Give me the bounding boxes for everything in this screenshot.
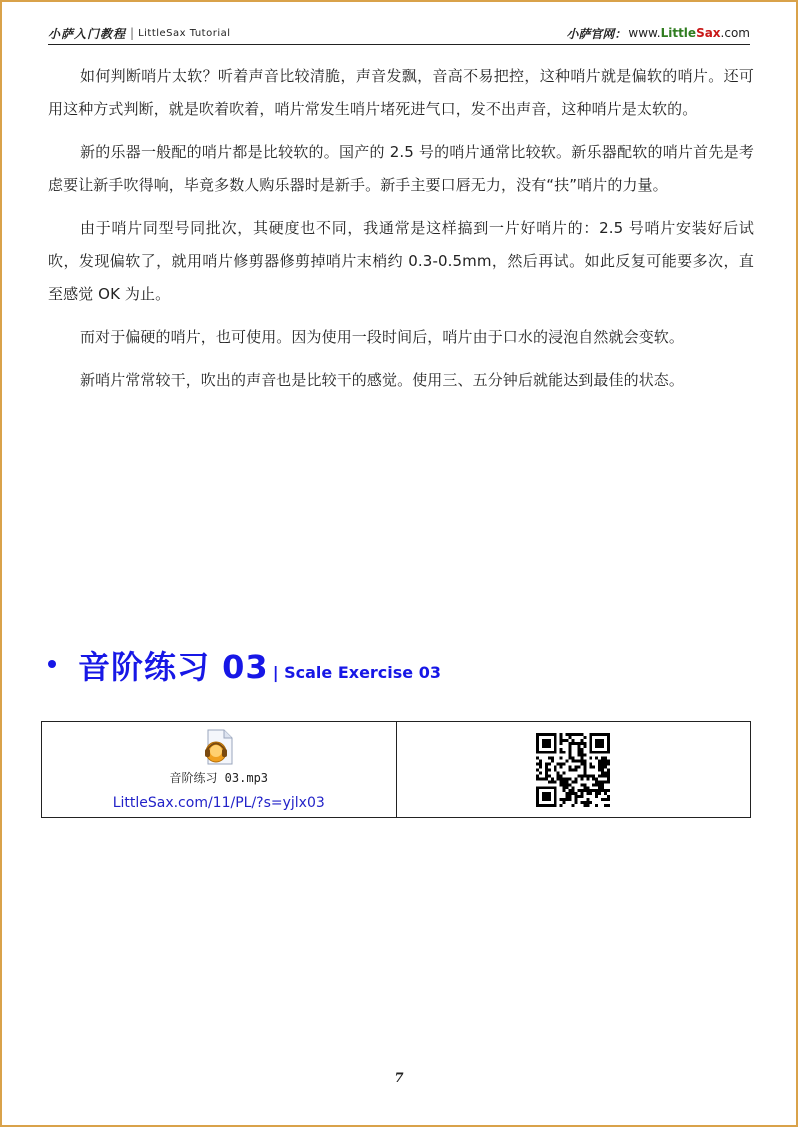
paragraph: 新哨片常常较干，吹出的声音也是比较干的感觉。使用三、五分钟后就能达到最佳的状态。 — [80, 371, 685, 389]
bullet-icon — [48, 660, 56, 668]
audio-file-icon[interactable] — [202, 729, 236, 765]
paragraph: 由于哨片同型号同批次，其硬度也不同，我通常是这样搞到一片好哨片的：2.5 号哨片安装好后试吹，发现偏软了，就用哨片修剪器修剪掉哨片末梢约 0.3-0.5mm，然后再试。如此反复可能要多次，直至感觉 OK 为止。 — [48, 219, 754, 303]
header-separator: | — [130, 26, 135, 40]
audio-file-name[interactable]: 音阶练习 03.mp3 — [169, 770, 269, 785]
section-subtitle: | Scale Exercise 03 — [272, 663, 441, 682]
site-url-little[interactable]: Little — [660, 26, 697, 40]
header-brand — [48, 25, 231, 42]
paragraph: 新的乐器一般配的哨片都是比较软的。国产的 2.5 号的哨片通常比较软。新乐器配软的哨片首先是考虑要让新手吹得响，毕竟多数人购乐器时是新手。新手主要口唇无力，没有“扶”哨片的力量。 — [48, 143, 754, 194]
media-table — [41, 721, 751, 818]
audio-cell — [42, 722, 397, 818]
site-url-sax[interactable]: Sax — [696, 26, 721, 40]
page-number: 7 — [394, 1071, 404, 1086]
brand-cn: 小萨入门教程 — [48, 26, 127, 41]
brand-en: LittleSax Tutorial — [138, 27, 231, 39]
paragraph: 如何判断哨片太软？听着声音比较清脆，声音发飘，音高不易把控，这种哨片就是偏软的哨片。还可用这种方式判断，就是吹着吹着，哨片常发生哨片堵死进气口，发不出声音，这种哨片是太软的。 — [48, 67, 754, 118]
site-url-suffix[interactable]: .com — [720, 26, 750, 40]
body-text — [48, 60, 754, 407]
qr-cell — [396, 722, 751, 818]
paragraph: 而对于偏硬的哨片，也可使用。因为使用一段时间后，哨片由于口水的浸泡自然就会变软。 — [80, 328, 685, 346]
qr-code-icon[interactable] — [536, 733, 610, 807]
section-heading — [48, 642, 441, 688]
site-label: 小萨官网： — [566, 26, 627, 41]
section-title: 音阶练习 03 — [78, 648, 269, 686]
header-site — [566, 25, 750, 42]
audio-link[interactable]: LittleSax.com/11/PL/?s=yjlx03 — [112, 794, 325, 811]
page-header — [48, 22, 750, 45]
site-url-prefix[interactable]: www. — [628, 26, 661, 40]
